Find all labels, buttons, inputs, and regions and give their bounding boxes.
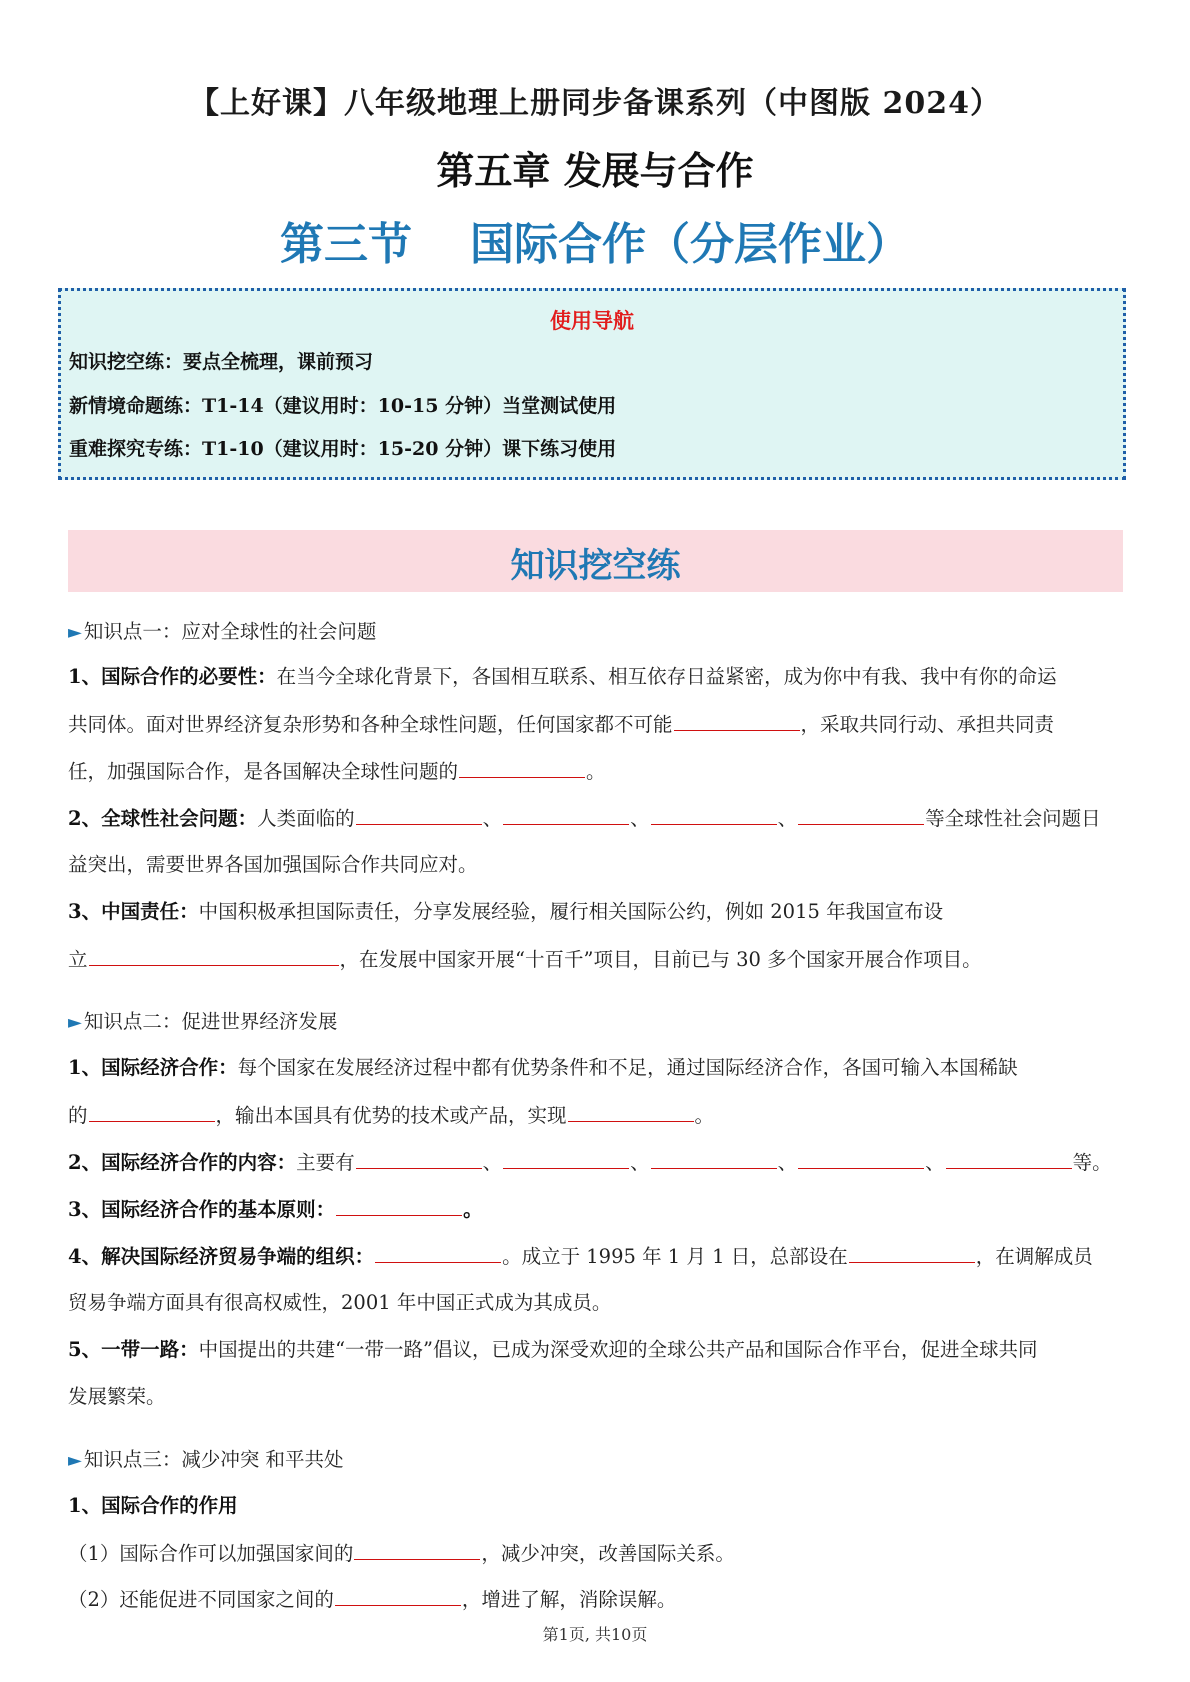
text: 任，加强国际合作，是各国解决全球性问题的 [68, 760, 459, 783]
separator: 、 [482, 1151, 503, 1174]
section-name: 国际合作（分层作业） [470, 219, 910, 270]
kp1-item1-line1 [68, 663, 1128, 691]
fill-blank[interactable] [503, 804, 629, 825]
text: ，输出本国具有优势的技术或产品，实现 [215, 1104, 567, 1127]
text: 等。 [1072, 1151, 1112, 1174]
fill-blank[interactable] [798, 804, 924, 825]
text: 每个国家在发展经济过程中都有优势条件和不足，通过国际经济合作，各国可输入本国稀缺 [237, 1056, 1018, 1079]
text: 。 [694, 1104, 715, 1127]
text: ，增进了解，消除误解。 [461, 1588, 677, 1611]
separator: 、 [630, 807, 650, 830]
text: ，在调解成员 [975, 1245, 1093, 1268]
fill-blank[interactable] [354, 1539, 480, 1560]
kp1-item2-line2: 益突出，需要世界各国加强国际合作共同应对。 [68, 853, 478, 876]
kp1-item3-label: 3、中国责任： [68, 900, 199, 923]
fill-blank[interactable] [336, 1195, 462, 1216]
guide-line-2: 新情境命题练：T1-14（建议用时：10-15 分钟）当堂测试使用 [69, 395, 617, 417]
text: 的 [68, 1104, 88, 1127]
text: ，采取共同行动、承担共同责 [800, 713, 1055, 736]
kp3-heading-text: 知识点三：减少冲突 和平共处 [83, 1448, 344, 1471]
text: （1）国际合作可以加强国家间的 [68, 1542, 354, 1565]
fill-blank[interactable] [375, 1242, 501, 1263]
chapter-title: 第五章 发展与合作 [436, 149, 754, 193]
kp1-heading [68, 618, 1128, 647]
kp1-item3-line1 [68, 898, 1128, 926]
fill-blank[interactable] [849, 1242, 975, 1263]
kp1-item1-line2 [68, 710, 1128, 739]
kp1-item3-line2 [68, 945, 1128, 974]
kp2-item5-line1 [68, 1336, 1128, 1364]
fill-blank[interactable] [946, 1148, 1072, 1169]
banner-title: 知识挖空练 [510, 546, 681, 586]
text: 共同体。面对世界经济复杂形势和各种全球性问题，任何国家都不可能 [68, 713, 673, 736]
kp2-item4-line2: 贸易争端方面具有很高权威性，2001 年中国正式成为其成员。 [68, 1291, 612, 1314]
guide-line-3: 重难探究专练：T1-10（建议用时：15-20 分钟）课下练习使用 [69, 438, 617, 460]
section-banner [68, 530, 1123, 592]
kp2-item1-line1 [68, 1054, 1128, 1082]
section-number: 第三节 [280, 219, 412, 270]
separator: 、 [777, 807, 798, 830]
kp2-heading [68, 1008, 1128, 1037]
fill-blank[interactable] [459, 757, 585, 778]
separator: 、 [777, 1151, 798, 1174]
kp2-item3-label: 3、国际经济合作的基本原则： [68, 1198, 336, 1221]
kp2-heading-text: 知识点二：促进世界经济发展 [83, 1010, 338, 1033]
fill-blank[interactable] [335, 1585, 461, 1606]
kp3-point2 [68, 1585, 1128, 1614]
fill-blank[interactable] [798, 1148, 924, 1169]
text: 等全球性社会问题日 [925, 807, 1101, 830]
kp2-item2-line1 [68, 1148, 1128, 1177]
text: 中国提出的共建“一带一路”倡议，已成为深受欢迎的全球公共产品和国际合作平台，促进全球共同 [198, 1338, 1038, 1361]
text: 在当今全球化背景下，各国相互联系、相互依存日益紧密，成为你中有我、我中有你的命运 [276, 665, 1057, 688]
separator: 、 [482, 807, 503, 830]
fill-blank[interactable] [651, 1148, 777, 1169]
kp3-point1 [68, 1539, 1128, 1568]
triangle-bullet-icon: ► [68, 622, 82, 643]
fill-blank[interactable] [674, 710, 800, 731]
kp3-item1-label: 1、国际合作的作用 [68, 1494, 238, 1517]
guide-line-1: 知识挖空练：要点全梳理，课前预习 [69, 351, 374, 373]
text: ，减少冲突，改善国际关系。 [481, 1542, 735, 1565]
text: 。成立于 1995 年 1 月 1 日，总部设在 [502, 1245, 848, 1268]
kp1-item1-label: 1、国际合作的必要性： [68, 665, 277, 688]
kp2-item1-line2 [68, 1101, 1128, 1130]
text: 主要有 [296, 1151, 355, 1174]
text: 人类面临的 [257, 807, 355, 830]
kp2-item4-line1 [68, 1242, 1128, 1271]
fill-blank[interactable] [89, 1101, 215, 1122]
text: 。 [586, 760, 606, 783]
kp2-item3-line1 [68, 1195, 1128, 1224]
fill-blank[interactable] [356, 1148, 482, 1169]
fill-blank[interactable] [89, 945, 339, 966]
text: ，在发展中国家开展“十百千”项目，目前已与 30 多个国家开展合作项目。 [339, 948, 982, 971]
fill-blank[interactable] [568, 1101, 694, 1122]
kp2-item4-label: 4、解决国际经济贸易争端的组织： [68, 1245, 375, 1268]
kp1-item2-line1 [68, 804, 1128, 833]
text: （2）还能促进不同国家之间的 [68, 1588, 334, 1611]
section-title [0, 208, 1190, 272]
kp2-item5-label: 5、一带一路： [68, 1338, 199, 1361]
triangle-bullet-icon: ► [68, 1450, 82, 1471]
triangle-bullet-icon: ► [68, 1012, 82, 1033]
text: 中国积极承担国际责任，分享发展经验，履行相关国际公约，例如 2015 年我国宣布设 [198, 900, 944, 923]
kp3-heading [68, 1446, 1128, 1475]
text: 。 [463, 1198, 483, 1221]
kp2-item1-label: 1、国际经济合作： [68, 1056, 238, 1079]
text: 立 [68, 948, 88, 971]
series-title: 【上好课】八年级地理上册同步备课系列（中图版 2024） [189, 86, 1001, 121]
separator: 、 [925, 1151, 945, 1174]
kp1-heading-text: 知识点一：应对全球性的社会问题 [83, 620, 377, 643]
usage-guide-title: 使用导航 [550, 309, 634, 333]
fill-blank[interactable] [651, 804, 777, 825]
kp1-item2-label: 2、全球性社会问题： [68, 807, 258, 830]
page-number: 第1页, 共10页 [542, 1625, 648, 1644]
separator: 、 [630, 1151, 650, 1174]
kp2-item2-label: 2、国际经济合作的内容： [68, 1151, 297, 1174]
kp2-item5-line2: 发展繁荣。 [68, 1385, 166, 1408]
fill-blank[interactable] [503, 1148, 629, 1169]
fill-blank[interactable] [356, 804, 482, 825]
usage-guide-box [58, 288, 1126, 480]
kp1-item1-line3 [68, 757, 1128, 786]
